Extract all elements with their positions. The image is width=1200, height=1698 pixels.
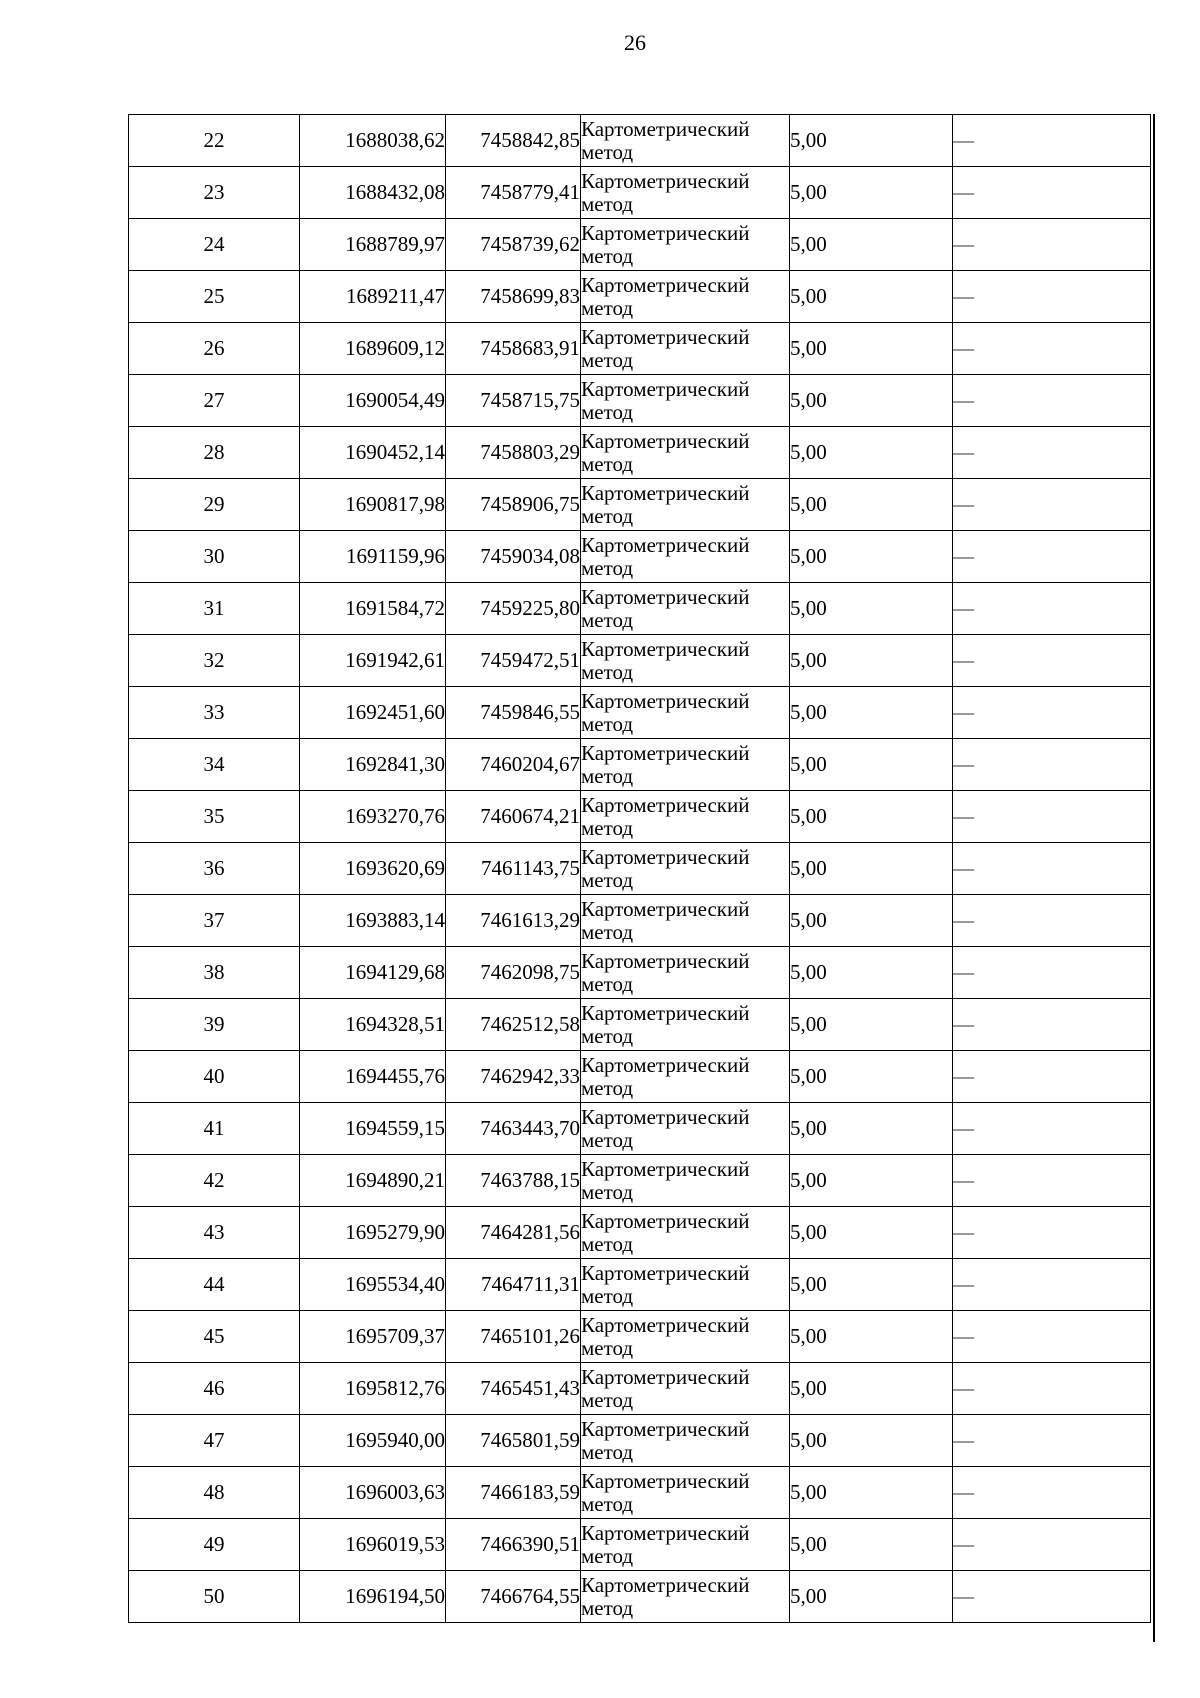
table-row [129, 531, 1151, 583]
method-line-1: Картометрический [581, 169, 750, 194]
x-coordinate-cell: 1694890,21 [300, 1155, 446, 1207]
point-number-cell: 30 [129, 531, 300, 583]
note-cell: — [953, 1571, 1151, 1623]
method-cell [581, 1519, 790, 1571]
point-number-cell: 35 [129, 791, 300, 843]
note-cell: — [953, 1207, 1151, 1259]
note-cell: — [953, 583, 1151, 635]
y-coordinate-cell: 7459225,80 [446, 583, 581, 635]
accuracy-cell: 5,00 [790, 999, 953, 1051]
method-line-1: Картометрический [581, 325, 750, 350]
accuracy-cell: 5,00 [790, 375, 953, 427]
method-cell [581, 271, 790, 323]
method-line-2: метод [581, 295, 634, 320]
table-row [129, 1571, 1151, 1623]
point-number-cell: 33 [129, 687, 300, 739]
note-cell: — [953, 1519, 1151, 1571]
note-cell: — [953, 167, 1151, 219]
point-number-cell: 29 [129, 479, 300, 531]
method-cell [581, 219, 790, 271]
accuracy-cell: 5,00 [790, 323, 953, 375]
accuracy-cell: 5,00 [790, 115, 953, 167]
accuracy-cell: 5,00 [790, 167, 953, 219]
accuracy-cell: 5,00 [790, 739, 953, 791]
y-coordinate-cell: 7460204,67 [446, 739, 581, 791]
method-line-1: Картометрический [581, 637, 750, 662]
y-coordinate-cell: 7458715,75 [446, 375, 581, 427]
method-cell [581, 1103, 790, 1155]
point-number-cell: 50 [129, 1571, 300, 1623]
method-cell [581, 687, 790, 739]
method-line-2: метод [581, 1231, 634, 1256]
note-cell: — [953, 1467, 1151, 1519]
y-coordinate-cell: 7461143,75 [446, 843, 581, 895]
method-line-2: метод [581, 711, 634, 736]
accuracy-cell: 5,00 [790, 583, 953, 635]
note-cell: — [953, 1051, 1151, 1103]
point-number-cell: 28 [129, 427, 300, 479]
point-number-cell: 26 [129, 323, 300, 375]
coordinates-table-body [129, 115, 1151, 1623]
note-cell: — [953, 843, 1151, 895]
table-row [129, 1155, 1151, 1207]
y-coordinate-cell: 7460674,21 [446, 791, 581, 843]
method-line-1: Картометрический [581, 1313, 750, 1338]
y-coordinate-cell: 7458803,29 [446, 427, 581, 479]
table-row [129, 271, 1151, 323]
x-coordinate-cell: 1696003,63 [300, 1467, 446, 1519]
method-line-1: Картометрический [581, 1521, 750, 1546]
y-coordinate-cell: 7458842,85 [446, 115, 581, 167]
accuracy-cell: 5,00 [790, 479, 953, 531]
table-row [129, 1259, 1151, 1311]
y-coordinate-cell: 7459034,08 [446, 531, 581, 583]
x-coordinate-cell: 1691584,72 [300, 583, 446, 635]
point-number-cell: 47 [129, 1415, 300, 1467]
method-cell [581, 895, 790, 947]
table-row [129, 687, 1151, 739]
method-line-2: метод [581, 1023, 634, 1048]
method-line-1: Картометрический [581, 897, 750, 922]
method-line-2: метод [581, 867, 634, 892]
table-row [129, 1519, 1151, 1571]
x-coordinate-cell: 1694328,51 [300, 999, 446, 1051]
x-coordinate-cell: 1692841,30 [300, 739, 446, 791]
method-line-2: метод [581, 1491, 634, 1516]
method-line-2: метод [581, 607, 634, 632]
accuracy-cell: 5,00 [790, 219, 953, 271]
method-line-1: Картометрический [581, 1157, 750, 1182]
method-line-2: метод [581, 659, 634, 684]
method-line-2: метод [581, 139, 634, 164]
point-number-cell: 46 [129, 1363, 300, 1415]
method-cell [581, 791, 790, 843]
method-line-2: метод [581, 1543, 634, 1568]
point-number-cell: 24 [129, 219, 300, 271]
x-coordinate-cell: 1695534,40 [300, 1259, 446, 1311]
table-row [129, 791, 1151, 843]
method-line-2: метод [581, 1387, 634, 1412]
accuracy-cell: 5,00 [790, 1207, 953, 1259]
table-row [129, 427, 1151, 479]
x-coordinate-cell: 1695940,00 [300, 1415, 446, 1467]
accuracy-cell: 5,00 [790, 791, 953, 843]
note-cell: — [953, 1103, 1151, 1155]
note-cell: — [953, 375, 1151, 427]
x-coordinate-cell: 1689609,12 [300, 323, 446, 375]
y-coordinate-cell: 7466390,51 [446, 1519, 581, 1571]
method-line-1: Картометрический [581, 273, 750, 298]
y-coordinate-cell: 7465101,26 [446, 1311, 581, 1363]
table-row [129, 895, 1151, 947]
table-row [129, 115, 1151, 167]
x-coordinate-cell: 1696019,53 [300, 1519, 446, 1571]
method-line-1: Картометрический [581, 1261, 750, 1286]
accuracy-cell: 5,00 [790, 947, 953, 999]
x-coordinate-cell: 1690054,49 [300, 375, 446, 427]
point-number-cell: 49 [129, 1519, 300, 1571]
note-cell: — [953, 479, 1151, 531]
point-number-cell: 32 [129, 635, 300, 687]
note-cell: — [953, 739, 1151, 791]
method-line-1: Картометрический [581, 377, 750, 402]
method-line-1: Картометрический [581, 481, 750, 506]
table-row [129, 999, 1151, 1051]
y-coordinate-cell: 7458779,41 [446, 167, 581, 219]
y-coordinate-cell: 7464281,56 [446, 1207, 581, 1259]
method-cell [581, 739, 790, 791]
method-line-1: Картометрический [581, 1001, 750, 1026]
note-cell: — [953, 895, 1151, 947]
method-cell [581, 115, 790, 167]
method-line-2: метод [581, 243, 634, 268]
x-coordinate-cell: 1690817,98 [300, 479, 446, 531]
y-coordinate-cell: 7463788,15 [446, 1155, 581, 1207]
accuracy-cell: 5,00 [790, 895, 953, 947]
method-cell [581, 1051, 790, 1103]
note-cell: — [953, 791, 1151, 843]
y-coordinate-cell: 7458699,83 [446, 271, 581, 323]
accuracy-cell: 5,00 [790, 1415, 953, 1467]
method-line-1: Картометрический [581, 1365, 750, 1390]
accuracy-cell: 5,00 [790, 687, 953, 739]
method-line-2: метод [581, 1595, 634, 1620]
accuracy-cell: 5,00 [790, 1519, 953, 1571]
method-cell [581, 635, 790, 687]
x-coordinate-cell: 1696194,50 [300, 1571, 446, 1623]
accuracy-cell: 5,00 [790, 843, 953, 895]
method-line-1: Картометрический [581, 1417, 750, 1442]
x-coordinate-cell: 1695279,90 [300, 1207, 446, 1259]
method-line-2: метод [581, 1335, 634, 1360]
method-cell [581, 323, 790, 375]
method-line-1: Картометрический [581, 1105, 750, 1130]
point-number-cell: 31 [129, 583, 300, 635]
method-cell [581, 1415, 790, 1467]
note-cell: — [953, 1311, 1151, 1363]
point-number-cell: 36 [129, 843, 300, 895]
accuracy-cell: 5,00 [790, 1363, 953, 1415]
x-coordinate-cell: 1694455,76 [300, 1051, 446, 1103]
method-line-1: Картометрический [581, 1573, 750, 1598]
point-number-cell: 40 [129, 1051, 300, 1103]
method-line-2: метод [581, 763, 634, 788]
x-coordinate-cell: 1691942,61 [300, 635, 446, 687]
point-number-cell: 44 [129, 1259, 300, 1311]
method-cell [581, 583, 790, 635]
x-coordinate-cell: 1688038,62 [300, 115, 446, 167]
x-coordinate-cell: 1692451,60 [300, 687, 446, 739]
point-number-cell: 27 [129, 375, 300, 427]
method-line-1: Картометрический [581, 1209, 750, 1234]
note-cell: — [953, 1363, 1151, 1415]
y-coordinate-cell: 7459472,51 [446, 635, 581, 687]
method-line-1: Картометрический [581, 117, 750, 142]
method-line-1: Картометрический [581, 533, 750, 558]
method-line-1: Картометрический [581, 429, 750, 454]
method-line-2: метод [581, 347, 634, 372]
method-line-2: метод [581, 1127, 634, 1152]
note-cell: — [953, 999, 1151, 1051]
page-number: 26 [624, 30, 646, 55]
note-cell: — [953, 531, 1151, 583]
method-cell [581, 1259, 790, 1311]
x-coordinate-cell: 1693270,76 [300, 791, 446, 843]
y-coordinate-cell: 7466183,59 [446, 1467, 581, 1519]
accuracy-cell: 5,00 [790, 1103, 953, 1155]
accuracy-cell: 5,00 [790, 1467, 953, 1519]
x-coordinate-cell: 1688432,08 [300, 167, 446, 219]
x-coordinate-cell: 1693620,69 [300, 843, 446, 895]
table-row [129, 167, 1151, 219]
y-coordinate-cell: 7465801,59 [446, 1415, 581, 1467]
method-cell [581, 1571, 790, 1623]
method-line-1: Картометрический [581, 741, 750, 766]
method-line-2: метод [581, 451, 634, 476]
table-row [129, 1051, 1151, 1103]
method-cell [581, 1155, 790, 1207]
note-cell: — [953, 323, 1151, 375]
method-cell [581, 999, 790, 1051]
point-number-cell: 41 [129, 1103, 300, 1155]
table-row [129, 739, 1151, 791]
table-row [129, 219, 1151, 271]
method-cell [581, 375, 790, 427]
accuracy-cell: 5,00 [790, 1155, 953, 1207]
note-cell: — [953, 947, 1151, 999]
table-row [129, 1415, 1151, 1467]
method-line-2: метод [581, 971, 634, 996]
y-coordinate-cell: 7464711,31 [446, 1259, 581, 1311]
method-line-2: метод [581, 815, 634, 840]
note-cell: — [953, 219, 1151, 271]
x-coordinate-cell: 1694129,68 [300, 947, 446, 999]
note-cell: — [953, 687, 1151, 739]
method-line-2: метод [581, 399, 634, 424]
y-coordinate-cell: 7461613,29 [446, 895, 581, 947]
note-cell: — [953, 271, 1151, 323]
x-coordinate-cell: 1690452,14 [300, 427, 446, 479]
accuracy-cell: 5,00 [790, 531, 953, 583]
method-line-2: метод [581, 555, 634, 580]
table-row [129, 375, 1151, 427]
method-line-2: метод [581, 1075, 634, 1100]
point-number-cell: 42 [129, 1155, 300, 1207]
y-coordinate-cell: 7465451,43 [446, 1363, 581, 1415]
note-cell: — [953, 1259, 1151, 1311]
y-coordinate-cell: 7458906,75 [446, 479, 581, 531]
table-row [129, 635, 1151, 687]
x-coordinate-cell: 1695812,76 [300, 1363, 446, 1415]
method-line-2: метод [581, 1179, 634, 1204]
accuracy-cell: 5,00 [790, 1259, 953, 1311]
method-cell [581, 479, 790, 531]
method-line-1: Картометрический [581, 585, 750, 610]
point-number-cell: 39 [129, 999, 300, 1051]
point-number-cell: 23 [129, 167, 300, 219]
point-number-cell: 37 [129, 895, 300, 947]
point-number-cell: 25 [129, 271, 300, 323]
accuracy-cell: 5,00 [790, 427, 953, 479]
table-right-edge [1153, 114, 1155, 1642]
method-line-1: Картометрический [581, 221, 750, 246]
table-row [129, 947, 1151, 999]
point-number-cell: 38 [129, 947, 300, 999]
method-line-1: Картометрический [581, 845, 750, 870]
method-line-1: Картометрический [581, 793, 750, 818]
method-line-1: Картометрический [581, 689, 750, 714]
method-line-1: Картометрический [581, 949, 750, 974]
table-row [129, 843, 1151, 895]
table-row [129, 1363, 1151, 1415]
x-coordinate-cell: 1689211,47 [300, 271, 446, 323]
method-cell [581, 1311, 790, 1363]
table-row [129, 583, 1151, 635]
y-coordinate-cell: 7458739,62 [446, 219, 581, 271]
x-coordinate-cell: 1693883,14 [300, 895, 446, 947]
method-cell [581, 427, 790, 479]
method-cell [581, 167, 790, 219]
method-line-2: метод [581, 1283, 634, 1308]
y-coordinate-cell: 7462512,58 [446, 999, 581, 1051]
method-cell [581, 1207, 790, 1259]
note-cell: — [953, 427, 1151, 479]
x-coordinate-cell: 1688789,97 [300, 219, 446, 271]
y-coordinate-cell: 7462942,33 [446, 1051, 581, 1103]
note-cell: — [953, 1155, 1151, 1207]
point-number-cell: 48 [129, 1467, 300, 1519]
y-coordinate-cell: 7466764,55 [446, 1571, 581, 1623]
y-coordinate-cell: 7462098,75 [446, 947, 581, 999]
point-number-cell: 43 [129, 1207, 300, 1259]
method-cell [581, 1363, 790, 1415]
y-coordinate-cell: 7459846,55 [446, 687, 581, 739]
x-coordinate-cell: 1694559,15 [300, 1103, 446, 1155]
method-cell [581, 1467, 790, 1519]
method-cell [581, 843, 790, 895]
accuracy-cell: 5,00 [790, 635, 953, 687]
table-row [129, 479, 1151, 531]
method-line-2: метод [581, 919, 634, 944]
table-row [129, 1467, 1151, 1519]
accuracy-cell: 5,00 [790, 1311, 953, 1363]
accuracy-cell: 5,00 [790, 1051, 953, 1103]
method-line-2: метод [581, 503, 634, 528]
x-coordinate-cell: 1695709,37 [300, 1311, 446, 1363]
y-coordinate-cell: 7458683,91 [446, 323, 581, 375]
coordinates-table [128, 114, 1151, 1623]
point-number-cell: 22 [129, 115, 300, 167]
accuracy-cell: 5,00 [790, 1571, 953, 1623]
method-line-1: Картометрический [581, 1053, 750, 1078]
table-row [129, 1311, 1151, 1363]
method-cell [581, 531, 790, 583]
note-cell: — [953, 1415, 1151, 1467]
table-row [129, 1103, 1151, 1155]
table-row [129, 323, 1151, 375]
point-number-cell: 34 [129, 739, 300, 791]
accuracy-cell: 5,00 [790, 271, 953, 323]
method-line-2: метод [581, 1439, 634, 1464]
note-cell: — [953, 115, 1151, 167]
table-row [129, 1207, 1151, 1259]
y-coordinate-cell: 7463443,70 [446, 1103, 581, 1155]
x-coordinate-cell: 1691159,96 [300, 531, 446, 583]
method-line-1: Картометрический [581, 1469, 750, 1494]
note-cell: — [953, 635, 1151, 687]
method-cell [581, 947, 790, 999]
method-line-2: метод [581, 191, 634, 216]
point-number-cell: 45 [129, 1311, 300, 1363]
